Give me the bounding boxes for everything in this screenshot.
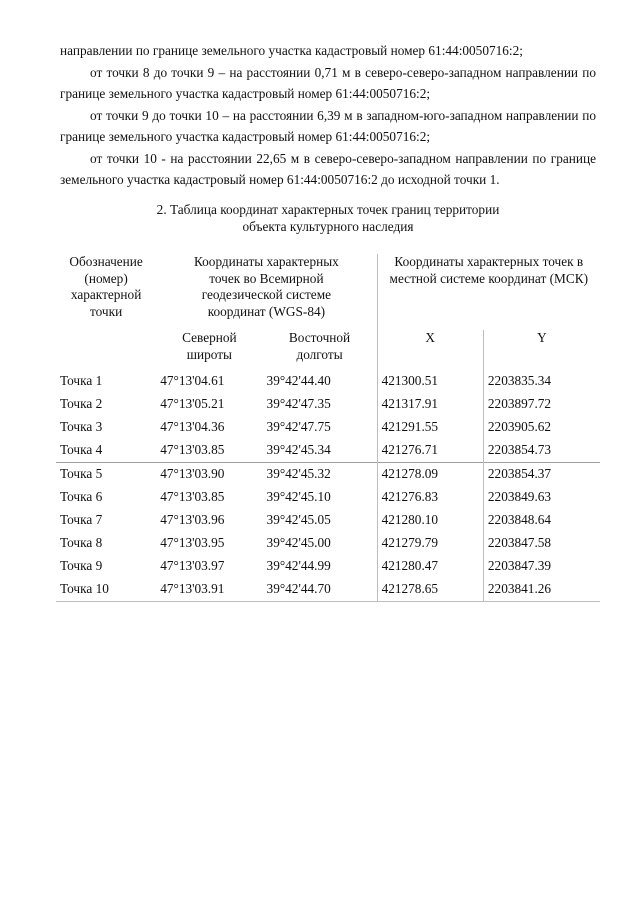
table-row bbox=[56, 486, 600, 509]
paragraph-3: от точки 9 до точки 10 – на расстоянии 6,39 м в западном-юго-западном направлении по границе земельного участка кадастровый номер 61:44:0050716:2; bbox=[60, 107, 596, 144]
y-coordinate-cell: 2203841.26 bbox=[483, 578, 600, 602]
paragraph-4: от точки 10 - на расстоянии 22,65 м в северо-северо-западном направлении по границе земельного участка кадастровый номер 61:44:0050716:2 до исходной точки 1. bbox=[60, 150, 596, 187]
point-name-cell: Точка 3 bbox=[60, 419, 103, 435]
y-coordinate-cell: 2203897.72 bbox=[483, 393, 600, 416]
point-name-cell: Точка 5 bbox=[56, 463, 156, 487]
x-coordinate-cell: 421291.55 bbox=[377, 416, 483, 439]
y-coordinate-cell: 2203848.64 bbox=[483, 509, 600, 532]
table-row bbox=[56, 509, 600, 532]
paragraph-1: направлении по границе земельного участка кадастровый номер 61:44:0050716:2; bbox=[60, 43, 523, 58]
point-name-cell: Точка 10 bbox=[56, 578, 156, 602]
point-name-cell: Точка 1 bbox=[60, 373, 103, 389]
latitude-cell: 47°13'03.97 bbox=[160, 558, 225, 574]
table-body bbox=[56, 370, 600, 602]
x-coordinate-cell: 421276.71 bbox=[377, 439, 483, 463]
header-msk: Координаты характерных точек в местной системе координат (МСК) bbox=[377, 254, 600, 330]
y-coordinate-cell: 2203847.39 bbox=[483, 555, 600, 578]
table-title-line-1: 2. Таблица координат характерных точек границ территории bbox=[156, 202, 500, 217]
latitude-cell: 47°13'03.85 bbox=[160, 489, 225, 505]
subheader-lon: Восточной долготы bbox=[288, 330, 351, 362]
point-name-cell: Точка 2 bbox=[60, 396, 103, 412]
y-coordinate-cell: 2203835.34 bbox=[483, 370, 600, 393]
longitude-cell: 39°42'45.34 bbox=[266, 442, 331, 458]
x-coordinate-cell: 421276.83 bbox=[377, 486, 483, 509]
longitude-cell: 39°42'47.35 bbox=[266, 396, 331, 412]
header-designation: Обозначение (номер) характерной точки bbox=[69, 254, 143, 319]
x-coordinate-cell: 421278.09 bbox=[377, 463, 483, 487]
table-row bbox=[56, 532, 600, 555]
paragraph-2: от точки 8 до точки 9 – на расстоянии 0,71 м в северо-северо-западном направлении по границе земельного участка кадастровый номер 61:44:0050716:2; bbox=[60, 64, 596, 101]
longitude-cell: 39°42'45.05 bbox=[266, 512, 331, 528]
x-coordinate-cell: 421278.65 bbox=[377, 578, 483, 602]
x-coordinate-cell: 421300.51 bbox=[377, 370, 483, 393]
table-row bbox=[56, 416, 600, 439]
point-name-cell: Точка 8 bbox=[60, 535, 103, 551]
longitude-cell: 39°42'44.70 bbox=[263, 578, 378, 602]
latitude-cell: 47°13'03.91 bbox=[156, 578, 262, 602]
longitude-cell: 39°42'45.32 bbox=[263, 463, 378, 487]
x-coordinate-cell: 421280.10 bbox=[377, 509, 483, 532]
point-name-cell: Точка 7 bbox=[60, 512, 103, 528]
table-row bbox=[56, 555, 600, 578]
table-row bbox=[56, 439, 600, 463]
subheader-y: Y bbox=[483, 330, 600, 370]
table-row bbox=[56, 370, 600, 393]
latitude-cell: 47°13'04.61 bbox=[160, 373, 225, 389]
header-wgs: Координаты характерных точек во Всемирной геодезической системе координат (WGS-84) bbox=[193, 254, 339, 319]
x-coordinate-cell: 421317.91 bbox=[377, 393, 483, 416]
table-title-line-2: объекта культурного наследия bbox=[242, 219, 414, 234]
latitude-cell: 47°13'03.95 bbox=[160, 535, 225, 551]
longitude-cell: 39°42'45.00 bbox=[266, 535, 331, 551]
point-name-cell: Точка 6 bbox=[60, 489, 103, 505]
subheader-x: X bbox=[377, 330, 483, 370]
longitude-cell: 39°42'44.99 bbox=[266, 558, 331, 574]
boundary-description bbox=[60, 40, 596, 191]
point-name-cell: Точка 4 bbox=[60, 442, 103, 458]
table-row bbox=[56, 578, 600, 602]
longitude-cell: 39°42'47.75 bbox=[266, 419, 331, 435]
x-coordinate-cell: 421279.79 bbox=[377, 532, 483, 555]
y-coordinate-cell: 2203854.37 bbox=[483, 463, 600, 487]
latitude-cell: 47°13'04.36 bbox=[160, 419, 225, 435]
subheader-lat: Северной широты bbox=[182, 330, 237, 362]
latitude-cell: 47°13'03.96 bbox=[160, 512, 225, 528]
latitude-cell: 47°13'03.90 bbox=[156, 463, 262, 487]
latitude-cell: 47°13'05.21 bbox=[160, 396, 225, 412]
y-coordinate-cell: 2203854.73 bbox=[483, 439, 600, 463]
table-row bbox=[56, 463, 600, 487]
x-coordinate-cell: 421280.47 bbox=[377, 555, 483, 578]
y-coordinate-cell: 2203847.58 bbox=[483, 532, 600, 555]
coordinates-table bbox=[56, 254, 600, 602]
point-name-cell: Точка 9 bbox=[60, 558, 103, 574]
latitude-cell: 47°13'03.85 bbox=[160, 442, 225, 458]
longitude-cell: 39°42'45.10 bbox=[266, 489, 331, 505]
table-title bbox=[60, 201, 596, 235]
longitude-cell: 39°42'44.40 bbox=[266, 373, 331, 389]
y-coordinate-cell: 2203849.63 bbox=[483, 486, 600, 509]
table-row bbox=[56, 393, 600, 416]
y-coordinate-cell: 2203905.62 bbox=[483, 416, 600, 439]
